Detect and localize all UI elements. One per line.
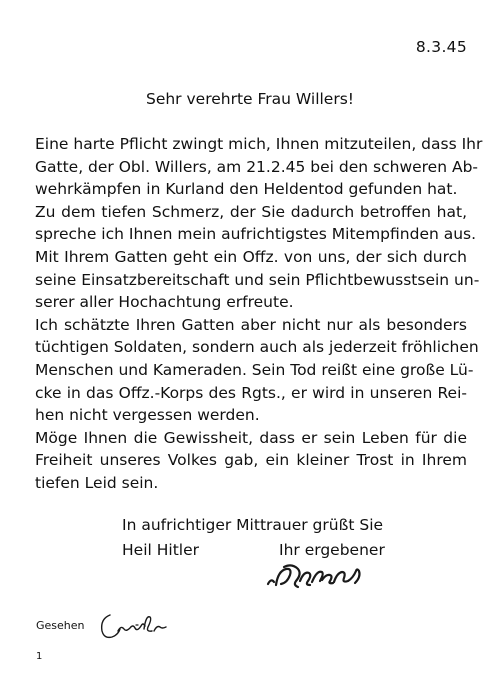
body-line: hen nicht vergessen werden. [35,406,260,425]
page-number: 1 [36,651,43,662]
body-line: Mit Ihrem Gatten geht ein Offz. von uns, der sich durch [35,247,467,266]
letter-body [35,133,483,495]
body-line: Eine harte Pflicht zwingt mich, Ihnen mitzuteilen, dass Ihr [35,135,483,153]
greeting-line: Heil Hitler [122,541,199,559]
countersignature [96,607,168,643]
body-line: serer aller Hochachtung erfreute. [35,293,294,312]
seen-label: Gesehen [36,619,85,632]
closing-line: In aufrichtiger Mittrauer grüßt Sie [122,516,384,534]
body-line: tüchtigen Soldaten, sondern auch als jederzeit fröhlichen [35,338,479,357]
body-line: Möge Ihnen die Gewissheit, dass er sein Leben für die [35,428,467,447]
body-line: tiefen Leid sein. [35,473,159,492]
body-line: Ich schätzte Ihren Gatten aber nicht nur als besonders [35,315,467,334]
letter-date: 8.3.45 [415,38,467,56]
body-line: seine Einsatzbereitschaft und sein Pflichtbewusstsein un- [35,270,480,289]
handwritten-signature [262,558,372,592]
body-line: Menschen und Kameraden. Sein Tod reißt eine große Lü- [35,360,474,379]
body-line: Freiheit unseres Volkes gab, ein kleiner Trost in Ihrem [35,451,467,470]
salutation: Sehr verehrte Frau Willers! [145,90,355,108]
sign-off-line: Ihr ergebener [279,541,385,559]
body-line: spreche ich Ihnen mein aufrichtigstes Mitempfinden aus. [35,225,477,244]
body-line: cke in das Offz.-Korps des Rgts., er wird in unseren Rei- [35,383,467,402]
body-line: wehrkämpfen in Kurland den Heldentod gefunden hat. [35,180,458,199]
body-line: Gatte, der Obl. Willers, am 21.2.45 bei den schweren Ab- [35,157,479,176]
body-line: Zu dem tiefen Schmerz, der Sie dadurch betroffen hat, [35,202,467,221]
